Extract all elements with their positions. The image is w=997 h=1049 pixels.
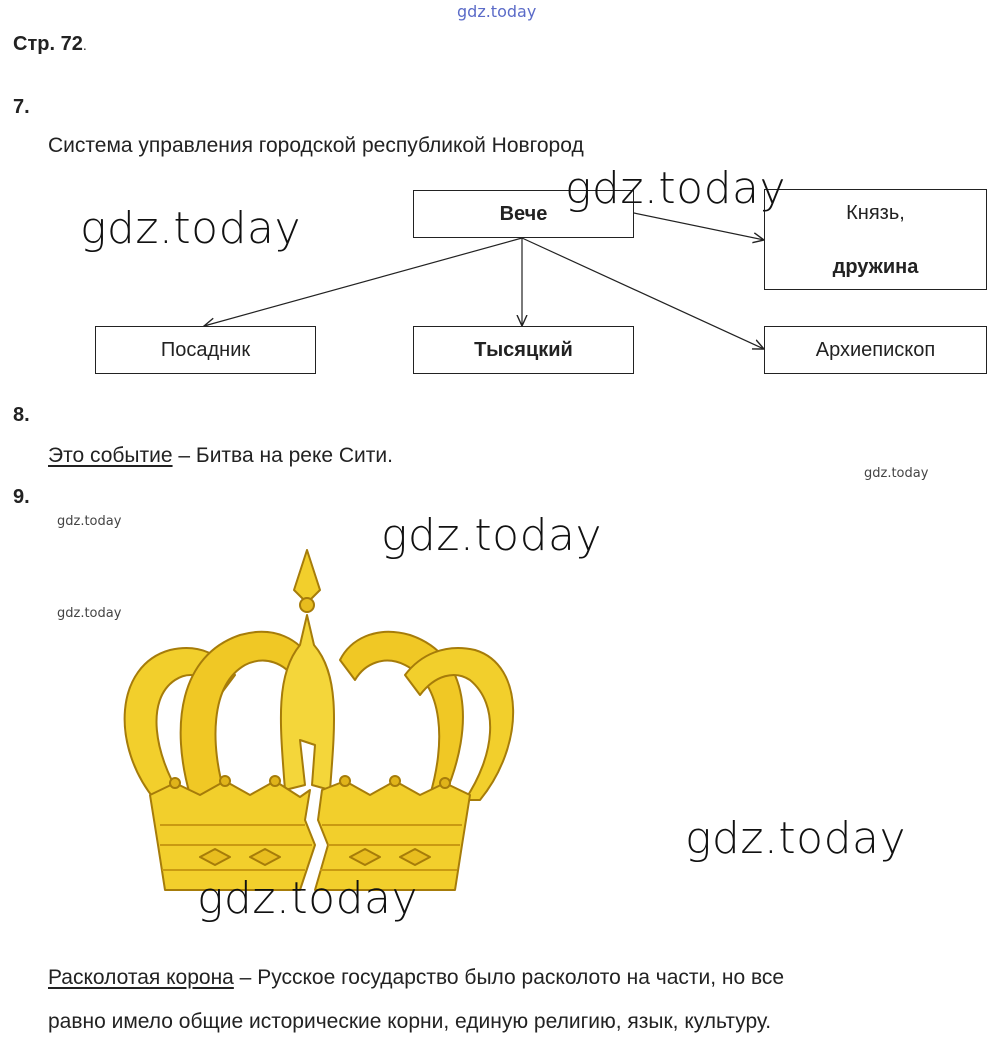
task-8-number: 8.	[13, 404, 30, 426]
watermark-big-2: gdz.today	[565, 163, 787, 214]
box-posadnik	[95, 326, 316, 374]
watermark-small-3: gdz.today	[57, 606, 122, 621]
task-9-number: 9.	[13, 486, 30, 508]
box-veche-label: Вече	[499, 202, 548, 225]
task-9-answer-line2: равно имело общие исторические корни, единую религию, язык, культуру.	[48, 1010, 772, 1033]
box-archbishop-label: Архиепископ	[815, 338, 936, 361]
task-8-answer	[48, 444, 393, 468]
watermark-big-1: gdz.today	[80, 203, 302, 254]
task-7-title: Система управления городской республикой Новгород	[48, 134, 584, 157]
task-8-term: Это событие	[48, 444, 173, 467]
task-9-term: Расколотая корона	[48, 966, 234, 989]
task-9-text-line1: – Русское государство было расколото на части, но все	[233, 966, 785, 989]
watermark-small-2: gdz.today	[57, 514, 122, 529]
box-tysyatsky-label: Тысяцкий	[474, 338, 573, 361]
watermark-small-1: gdz.today	[864, 466, 929, 481]
task-8-text: – Битва на реке Сити.	[172, 444, 393, 467]
box-prince-line1: Князь,	[846, 201, 905, 224]
arrow-veche-to-prince	[634, 213, 764, 240]
box-archbishop	[764, 326, 987, 374]
page-label: Стр. 72	[13, 33, 83, 55]
box-prince	[764, 189, 987, 290]
box-prince-line2: дружина	[832, 255, 919, 278]
box-tysyatsky	[413, 326, 634, 374]
task-7-number: 7.	[13, 96, 30, 118]
task-9-answer-line1	[48, 966, 784, 990]
watermark-big-4: gdz.today	[685, 813, 907, 864]
broken-crown-image	[100, 545, 520, 905]
page-label-dot: .	[82, 37, 87, 53]
watermark-top: gdz.today	[457, 2, 537, 21]
watermark-big-3: gdz.today	[381, 510, 603, 561]
box-posadnik-label: Посадник	[160, 338, 251, 361]
watermark-big-5: gdz.today	[197, 873, 419, 924]
